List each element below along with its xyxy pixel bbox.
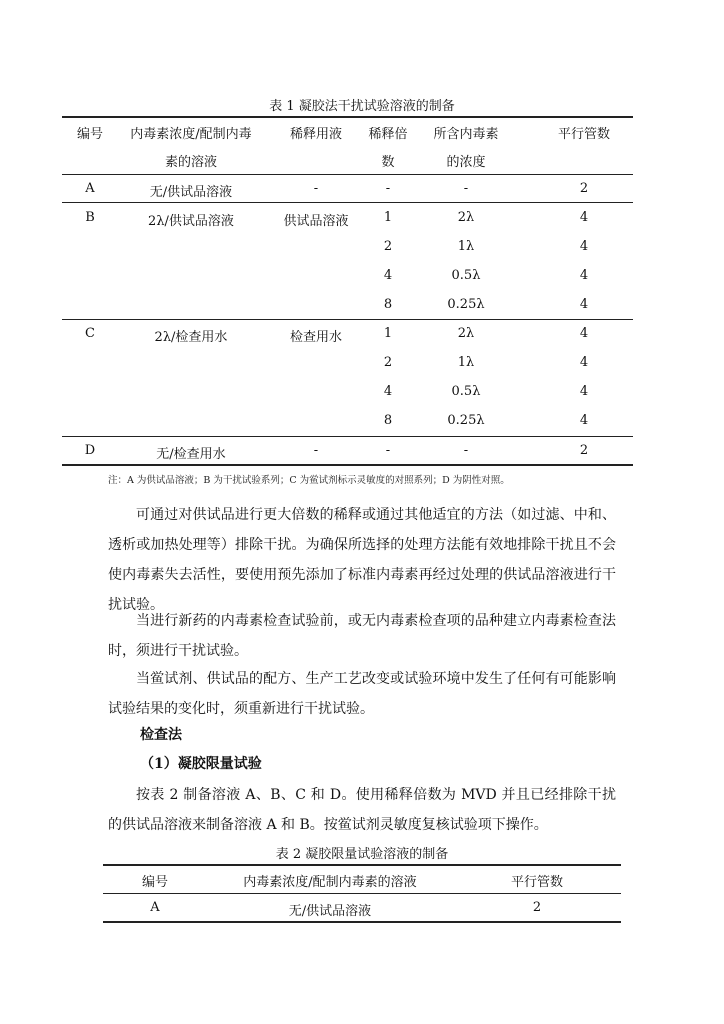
table1-header-conc-line1: 内毒素浓度/配制内毒 — [130, 127, 252, 142]
paragraph-4: 按表 2 制备溶液 A、B、C 和 D。使用稀释倍数为 MVD 并且已经排除干扰的供试品溶液来制备溶液 A 和 B。按鲎试剂灵敏度复核试验项下操作。 — [108, 787, 616, 833]
table1-row-c3-tubes: 4 — [579, 384, 589, 399]
table1-row-c1-tubes: 4 — [579, 326, 589, 341]
table1-row-a-factor: - — [385, 181, 391, 196]
table1-note: 注：A 为供试品溶液；B 为干扰试验系列；C 为鲎试剂标示灵敏度的对照系列；D 为阴性对照。 — [108, 475, 510, 486]
table1-row-rule-a — [62, 202, 633, 203]
table1-row-a-conc: 无/供试品溶液 — [149, 185, 233, 200]
table2-header-rule — [103, 893, 621, 894]
paragraph-1: 可通过对供试品进行更大倍数的稀释或通过其他适宜的方法（如过滤、中和、透析或加热处理等）排除干扰。为确保所选择的处理方法能有效地排除干扰且不会使内毒素失去活性，要使用预先添加了标准内毒素再经过处理的供试品溶液进行干扰试验。 — [108, 507, 616, 613]
table1-row-d-factor: - — [385, 443, 391, 458]
table1-row-d-tubes: 2 — [579, 443, 589, 458]
table1-row-b1-contained: 2λ — [457, 210, 475, 225]
table1-row-a-diluent: - — [313, 181, 319, 196]
table1-row-b2-tubes: 4 — [579, 239, 589, 254]
table1-row-b-diluent: 供试品溶液 — [283, 214, 349, 229]
table2-caption: 表 2 凝胶限量试验溶液的制备 — [275, 847, 449, 862]
table1-header-conc-line2: 素的溶液 — [164, 155, 217, 170]
table1-row-c4-tubes: 4 — [579, 413, 589, 428]
table1-row-c2-tubes: 4 — [579, 355, 589, 370]
table1-row-c3-contained: 0.5λ — [451, 384, 481, 399]
table1-header-contained-line1: 所含内毒素 — [433, 127, 499, 142]
table1-row-b3-factor: 4 — [383, 268, 393, 283]
table1-row-c4-contained: 0.25λ — [447, 413, 485, 428]
table1-row-a-tubes: 2 — [579, 181, 589, 196]
table2-header-conc: 内毒素浓度/配制内毒素的溶液 — [243, 875, 417, 890]
table2-row-a-tubes: 2 — [532, 900, 542, 915]
table1-row-b2-factor: 2 — [383, 239, 393, 254]
table2-row-a-id: A — [150, 900, 160, 915]
table1-row-d-contained: - — [463, 443, 469, 458]
table1-caption: 表 1 凝胶法干扰试验溶液的制备 — [269, 99, 455, 114]
table1-row-rule-c — [62, 436, 633, 437]
heading-gel-limit-test: （1）凝胶限量试验 — [140, 756, 262, 772]
table1-header-rule — [62, 174, 633, 175]
table1-header-diluent: 稀释用液 — [289, 127, 342, 142]
table1-row-b2-contained: 1λ — [457, 239, 475, 254]
table1-row-a-contained: - — [463, 181, 469, 196]
table2-bottom-rule — [103, 921, 621, 923]
table1-bottom-rule — [62, 464, 633, 466]
table1-row-b4-contained: 0.25λ — [447, 297, 485, 312]
table1-row-c1-factor: 1 — [383, 326, 393, 341]
table1-row-a-id: A — [85, 181, 95, 196]
table1-header-factor-line2: 数 — [381, 155, 395, 170]
table1-row-b1-factor: 1 — [383, 210, 393, 225]
table1-header-id: 编号 — [76, 127, 103, 142]
table1-row-c2-contained: 1λ — [457, 355, 475, 370]
heading-method: 检查法 — [140, 727, 182, 743]
table1-row-d-id: D — [84, 443, 96, 458]
table2-top-rule — [103, 864, 621, 866]
table1-row-c1-contained: 2λ — [457, 326, 475, 341]
table1-header-tubes: 平行管数 — [557, 127, 610, 142]
table2-header-tubes: 平行管数 — [510, 875, 563, 890]
table1-header-factor-line1: 稀释倍 — [368, 127, 408, 142]
table1-header-contained-line2: 的浓度 — [446, 155, 486, 170]
table1-row-c4-factor: 8 — [383, 413, 393, 428]
table1-row-c-diluent: 检查用水 — [289, 330, 342, 345]
table1-row-c-id: C — [85, 326, 95, 341]
paragraph-2: 当进行新药的内毒素检查试验前，或无内毒素检查项的品种建立内毒素检查法时，须进行干扰试验。 — [108, 613, 616, 659]
table1-row-b-id: B — [85, 210, 95, 225]
table2-row-a-conc: 无/供试品溶液 — [288, 904, 372, 919]
table1-row-b3-tubes: 4 — [579, 268, 589, 283]
table2-header-id: 编号 — [141, 875, 168, 890]
table1-row-c-conc: 2λ/检查用水 — [154, 330, 228, 345]
table1-row-c2-factor: 2 — [383, 355, 393, 370]
table1-row-b1-tubes: 4 — [579, 210, 589, 225]
table1-row-d-diluent: - — [313, 443, 319, 458]
table1-row-d-conc: 无/检查用水 — [156, 447, 226, 462]
table1-row-b-conc: 2λ/供试品溶液 — [148, 214, 234, 229]
table1-row-b4-factor: 8 — [383, 297, 393, 312]
table1-top-rule — [62, 116, 633, 118]
paragraph-3: 当鲎试剂、供试品的配方、生产工艺改变或试验环境中发生了任何有可能影响试验结果的变化时，须重新进行干扰试验。 — [108, 671, 616, 717]
table1-row-b4-tubes: 4 — [579, 297, 589, 312]
table1-row-rule-b — [62, 319, 633, 320]
table1-row-b3-contained: 0.5λ — [451, 268, 481, 283]
table1-row-c3-factor: 4 — [383, 384, 393, 399]
